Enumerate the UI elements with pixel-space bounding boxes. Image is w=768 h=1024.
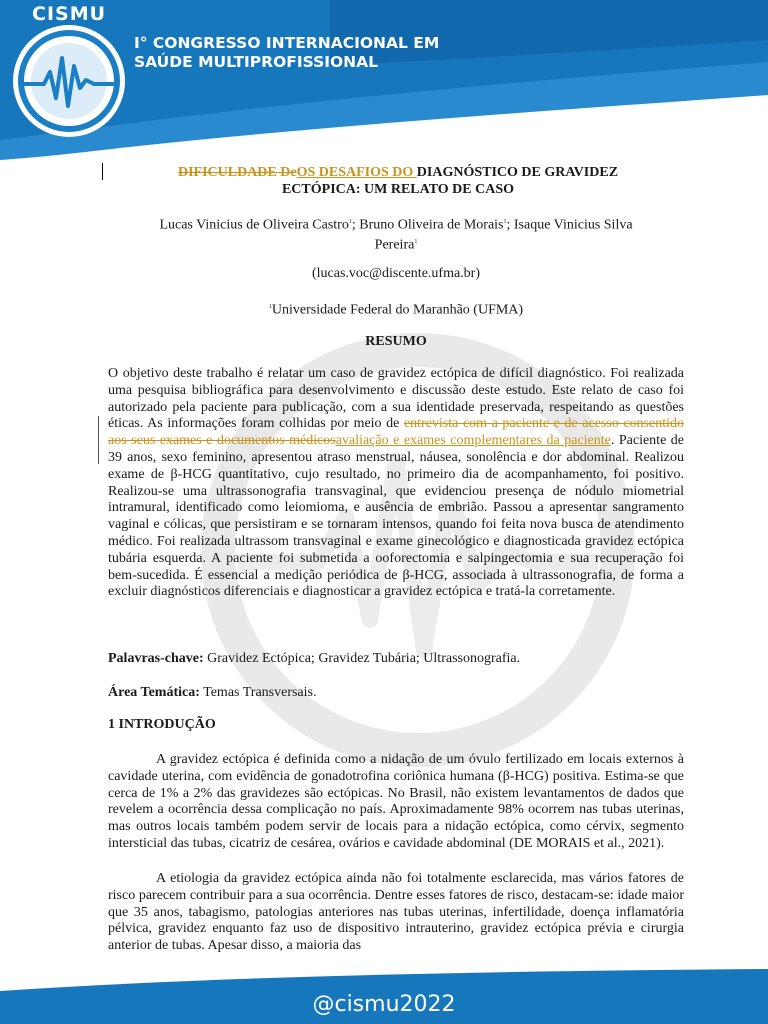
title-line2: ECTÓPICA: UM RELATO DE CASO xyxy=(281,182,515,197)
thematic-area xyxy=(108,685,684,702)
footer-handle: @cismu2022 xyxy=(312,992,456,1017)
author-3-cont: Pereira xyxy=(374,237,415,253)
congress-title xyxy=(134,34,439,72)
congress-title-line2: SAÚDE MULTIPROFISSIONAL xyxy=(134,53,379,71)
affiliation-sup: 1 xyxy=(268,304,272,310)
intro-heading: 1 INTRODUÇÃO xyxy=(108,717,216,732)
authors-line1 xyxy=(108,214,684,234)
intro-paragraph-1: A gravidez ectópica é definida como a nidação de um óvulo fertilizado em locais externos à cavidade uterina, com evidência de gonadotrofina coriônica humana (β-HCG) positiva. Estima-se que cerca de 1% a 2% das gravidezes são ectópicas. No Brasil, não existem levantamentos de dados que revelem a ocorrência dessa complicação no país. Aproximadamente 98% ocorrem nas tubas uterinas, mas outros locais também podem servir de locais para a nidação ectópica, como cérvix, segmento intersticial das tubas, cicatriz de cesárea, ovários e cavidade abdominal (DE MORAIS et al., 2021). xyxy=(108,752,684,851)
paper-title xyxy=(118,164,678,198)
logo-wordmark: CISMU xyxy=(32,3,107,25)
abstract-part1: O objetivo deste trabalho é relatar um caso de gravidez ectópica de difícil diagnóstico. Foi realizada uma pesquisa bibliográfica para desenvolvimento e discussão deste estudo. Este relato de caso foi autorizado pela paciente para publicação, com a sua identidade preservada, respeitando as questões éticas. As informações foram colhidas por meio de xyxy=(108,366,684,432)
cismu-logo-icon xyxy=(10,22,128,140)
author-3: ; Isaque Vinicius Silva xyxy=(506,217,633,233)
authors xyxy=(108,214,684,253)
area-text: Temas Transversais. xyxy=(199,685,317,700)
area-label: Área Temática: xyxy=(108,685,200,700)
author-3-sup: 1 xyxy=(414,238,418,245)
title-line1 xyxy=(118,164,678,181)
title-inserted-text: OS DESAFIOS DO xyxy=(296,165,417,180)
author-2: ; Bruno Oliveira de Morais xyxy=(351,217,504,233)
title-deleted-text: DIFICULDADE De xyxy=(177,165,297,180)
resumo-heading: RESUMO xyxy=(365,334,427,349)
change-bar xyxy=(98,416,99,464)
affiliation xyxy=(108,299,684,319)
keywords-text: Gravidez Ectópica; Gravidez Tubária; Ultrassonografia. xyxy=(203,651,521,666)
author-email: (lucas.voc@discente.ufma.br) xyxy=(312,266,480,281)
congress-title-line1: I° CONGRESSO INTERNACIONAL EM xyxy=(134,34,440,52)
abstract-inserted-text: avaliação e exames complementares da paciente xyxy=(335,433,611,449)
abstract-text xyxy=(108,366,684,601)
keywords-label: Palavras-chave: xyxy=(108,651,204,666)
abstract-part2: . Paciente de 39 anos, sexo feminino, apresentou atraso menstrual, náusea, sonolência e dor abdominal. Realizou exame de β-HCG quantitativo, cujo resultado, no primeiro dia de acompanhamento, foi positivo. Realizou-se uma ultrassonografia transvaginal, que evidenciou presença de nódulo miometrial intramural, identificado como leiomioma, e ausência de embrião. Passou a apresentar sangramento vaginal e cólicas, que persistiram e se tornaram intensos, quando foi feita nova busca de atendimento médico. Foi realizada ultrassom transvaginal e exame ginecológico e diagnosticada gravidez ectópica tubária esquerda. A paciente foi submetida a ooforectomia e salpingectomia e sua recuperação foi bem-sucedida. É essencial a medição periódica de β-HCG, associada à ultrassonografia, de forma a excluir diagnósticos diferenciais e diagnosticar a gravidez ectópica e tratá-la corretamente. xyxy=(108,433,684,600)
affiliation-text: Universidade Federal do Maranhão (UFMA) xyxy=(271,302,524,318)
text-cursor xyxy=(102,163,103,180)
title-line1-rest: DIAGNÓSTICO DE GRAVIDEZ xyxy=(416,165,619,180)
intro-paragraph-2: A etiologia da gravidez ectópica ainda não foi totalmente esclarecida, mas vários fatores de risco parecem contribuir para a sua ocorrência. Dentre esses fatores de risco, destacam-se: idade maior que 35 anos, tabagismo, patologias anteriores nas tubas uterinas, infertilidade, doença inflamatória pélvica, gravidez enquanto faz uso de dispositivo intrauterino, gravidez ectópica prévia e cirurgia anterior de tubas. Apesar disso, a maioria das xyxy=(108,871,684,954)
abstract-deleted-text: entrevista com a paciente e de acesso consentido aos seus exames e documentos médicos xyxy=(108,416,684,449)
authors-line2 xyxy=(108,234,684,254)
author-1-sup: 1 xyxy=(348,219,352,225)
author-1: Lucas Vinicius de Oliveira Castro xyxy=(159,217,349,233)
keywords xyxy=(108,651,684,668)
author-2-sup: 1 xyxy=(503,219,507,225)
